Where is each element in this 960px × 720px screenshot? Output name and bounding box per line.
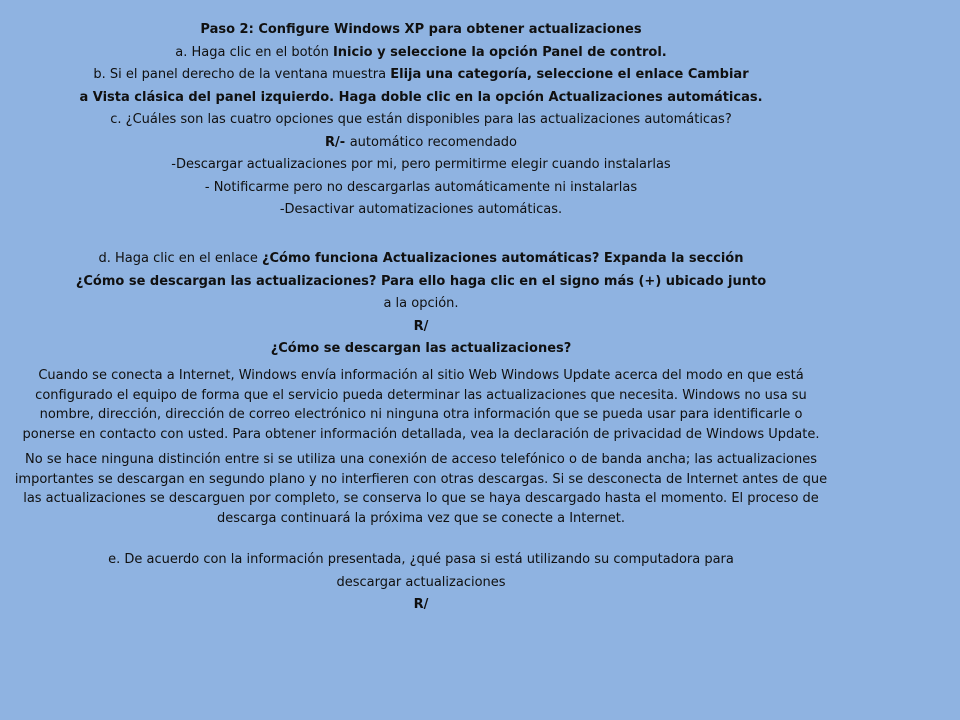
step-e-block xyxy=(0,549,842,617)
step-e-line2: descargar actualizaciones xyxy=(336,574,506,590)
answer-heading: ¿Cómo se descargan las actualizaciones? xyxy=(270,341,572,356)
step-a: a. Haga clic en el botón Inicio y seleccione la opción Panel de control. xyxy=(175,44,667,60)
step-c-question: c. ¿Cuáles son las cuatro opciones que están disponibles para las actualizaciones automáticas? xyxy=(110,112,732,127)
step-d-block xyxy=(0,248,842,361)
step-d-line3: a la opción. xyxy=(383,296,459,311)
option-2: - Notificarme pero no descargarlas automáticamente ni instalarlas xyxy=(204,179,638,195)
step-b-line1: b. Si el panel derecho de la ventana muestra Elija una categoría, seleccione el enlace Cambiar xyxy=(93,67,749,82)
option-1: -Descargar actualizaciones por mi, pero permitirme elegir cuando instalarlas xyxy=(171,157,671,172)
step-d-line2: ¿Cómo se descargan las actualizaciones? Para ello haga clic en el signo más (+) ubicado junto xyxy=(75,273,767,289)
option-3: -Desactivar automatizaciones automáticas. xyxy=(279,202,563,217)
step-c-answer: R/- automático recomendado xyxy=(325,134,517,150)
step-d-line1: d. Haga clic en el enlace ¿Cómo funciona Actualizaciones automáticas? Expanda la sección xyxy=(98,251,744,266)
explanation xyxy=(0,366,842,528)
step-b-line2: a Vista clásica del panel izquierdo. Haga doble clic en la opción Actualizaciones automáticas. xyxy=(79,89,763,105)
heading: Paso 2: Configure Windows XP para obtener actualizaciones xyxy=(200,22,642,37)
paragraph-1: Cuando se conecta a Internet, Windows envía información al sitio Web Windows Update acerca del modo en que está configurado el equipo de forma que el servicio pueda determinar las actualizaciones que necesita. Windows no usa su nombre, dirección, dirección de correo electrónico ni ninguna otra información que se pueda usar para identificarle o ponerse en contacto con usted. Para obtener información detallada, vea la declaración de privacidad de Windows Update. xyxy=(22,368,820,442)
step-e-answer-label: R/ xyxy=(413,597,429,612)
step-c-block xyxy=(0,19,842,222)
paragraph-2: No se hace ninguna distinción entre si se utiliza una conexión de acceso telefónico o de banda ancha; las actualizaciones importantes se descargan en segundo plano y no interfieren con otras descargas. Si se desconecta de Internet antes de que las actualizaciones se descarguen por completo, se conserva lo que se haya descargado hasta el momento. El proceso de descarga continuará la próxima vez que se conecte a Internet. xyxy=(14,452,828,526)
step-e-line1: e. De acuerdo con la información presentada, ¿qué pasa si está utilizando su computadora para xyxy=(108,552,734,567)
step-d-answer-label: R/ xyxy=(413,318,429,334)
